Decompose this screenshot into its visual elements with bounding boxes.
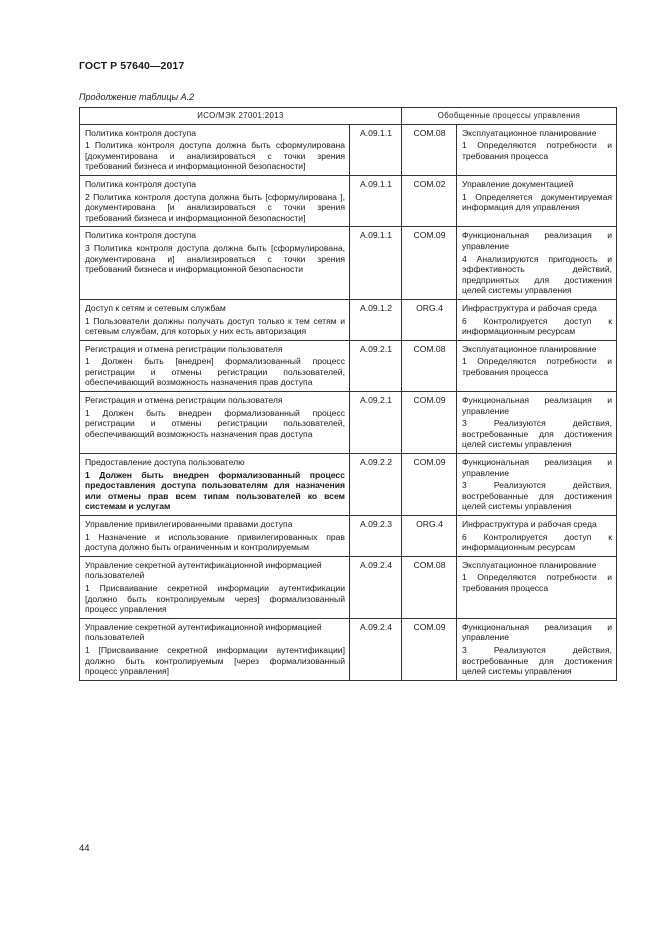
requirement-text: 1 Должен быть [внедрен] формализованный процесс регистрации и отмены регистрации пользователей, обеспечивающий возможность назначения прав доступа — [85, 356, 345, 388]
requirement-cell — [80, 556, 350, 618]
clause-ref: А.09.2.3 — [350, 516, 402, 557]
process-cell — [457, 516, 617, 557]
requirement-text: 1 Присваивание секретной информации аутентификации [должно быть контролируемым через] формализованный процесс управления — [85, 582, 345, 615]
process-description: 6 Контролируется доступ к информационным ресурсам — [462, 531, 613, 553]
process-code: ORG.4 — [402, 516, 457, 557]
process-code: COM.09 — [402, 618, 457, 680]
process-name: Функциональная реализация и управление — [462, 395, 613, 416]
process-name: Эксплуатационное планирование — [462, 559, 597, 570]
requirement-title: Регистрация и отмена регистрации пользователя — [85, 343, 283, 354]
document-header: ГОСТ Р 57640—2017 — [79, 60, 185, 72]
requirement-cell — [80, 299, 350, 340]
process-description: 6 Контролируется доступ к информационным ресурсам — [462, 315, 613, 337]
process-cell — [457, 299, 617, 340]
table-row — [80, 340, 617, 391]
process-cell — [457, 340, 617, 391]
process-name: Эксплуатационное планирование — [462, 127, 597, 138]
requirement-text: 1 Должен быть внедрен формализованный процесс регистрации и отмены регистрации пользователей, обеспечивающий возможность назначения прав доступа — [85, 407, 345, 439]
process-cell — [457, 454, 617, 516]
requirement-title: Политика контроля доступа — [85, 127, 197, 138]
requirement-cell — [80, 392, 350, 454]
process-name: Инфраструктура и рабочая среда — [462, 302, 597, 313]
clause-ref: А.09.2.1 — [350, 392, 402, 454]
process-cell — [457, 175, 617, 226]
process-cell — [457, 556, 617, 618]
requirement-text: 2 Политика контроля доступа должна быть [сформулирована ], документирована [и анализироваться с точки зрения требований бизнеса и информационной безопасности] — [85, 191, 345, 223]
requirement-title: Управление привилегированными правами доступа — [85, 519, 293, 529]
process-name: Функциональная реализация и управление — [462, 621, 613, 643]
process-code: COM.09 — [402, 392, 457, 454]
requirement-cell — [80, 175, 350, 226]
clause-ref: А.09.2.1 — [350, 340, 402, 391]
process-code: COM.08 — [402, 124, 457, 175]
process-name: Функциональная реализация и управление — [462, 230, 613, 251]
requirement-title: Политика контроля доступа — [85, 178, 197, 189]
requirement-text: 1 Назначение и использование привилегированных прав доступа должно быть ограниченным и контролируемым — [85, 531, 345, 553]
table-row — [80, 124, 617, 175]
requirement-title: Предоставление доступа пользователю — [85, 457, 245, 468]
process-cell — [457, 124, 617, 175]
process-description: 1 Определяются потребности и требования процесса — [462, 140, 613, 161]
process-cell — [457, 618, 617, 680]
requirement-title: Политика контроля доступа — [85, 230, 197, 241]
process-name: Функциональная реализация и управление — [462, 457, 613, 478]
requirement-cell — [80, 618, 350, 680]
requirement-text: 1 Пользователи должны получать доступ только к тем сетям и сетевым службам, для которых у них есть авторизация — [85, 315, 345, 337]
table-row — [80, 618, 617, 680]
clause-ref: А.09.2.4 — [350, 618, 402, 680]
header-iso: ИСО/МЭК 27001:2013 — [80, 108, 402, 125]
process-name: Эксплуатационное планирование — [462, 343, 597, 354]
table-row — [80, 299, 617, 340]
requirement-text: 1 Политика контроля доступа должна быть сформулирована [документирована и анализироваться с точки зрения требований бизнеса и информационной безопасности] — [85, 140, 345, 172]
requirement-cell — [80, 454, 350, 516]
requirement-cell — [80, 227, 350, 300]
process-name: Инфраструктура и рабочая среда — [462, 519, 597, 529]
table-caption: Продолжение таблицы А.2 — [79, 92, 195, 102]
requirement-cell — [80, 516, 350, 557]
process-code: COM.08 — [402, 556, 457, 618]
requirement-title: Управление секретной аутентификационной информацией пользователей — [85, 621, 322, 643]
process-description: 4 Анализируются пригодность и эффективность действий, предпринятых для достижения целей системы управления — [462, 253, 613, 296]
table-row — [80, 516, 617, 557]
requirement-text: 1 [Присваивание секретной информации аутентификации] должно быть контролируемым [через формализованный процесс управления] — [85, 644, 345, 677]
requirement-cell — [80, 124, 350, 175]
process-code: COM.09 — [402, 227, 457, 300]
process-description: 1 Определяются потребности и требования процесса — [462, 572, 613, 593]
process-cell — [457, 392, 617, 454]
process-description: 3 Реализуются действия, востребованные для достижения целей системы управления — [462, 418, 613, 450]
requirement-title: Управление секретной аутентификационной информацией пользователей — [85, 559, 322, 581]
process-code: ORG.4 — [402, 299, 457, 340]
table-row — [80, 392, 617, 454]
process-description: 1 Определяется документируемая информация для управления — [462, 191, 613, 213]
clause-ref: А.09.1.1 — [350, 227, 402, 300]
process-cell — [457, 227, 617, 300]
clause-ref: А.09.2.2 — [350, 454, 402, 516]
requirement-title: Регистрация и отмена регистрации пользователя — [85, 395, 283, 406]
table-row — [80, 227, 617, 300]
clause-ref: А.09.1.2 — [350, 299, 402, 340]
process-description: 1 Определяются потребности и требования процесса — [462, 356, 613, 377]
table-body — [80, 124, 617, 680]
header-processes: Обобщенные процессы управления — [402, 108, 617, 125]
clause-ref: А.09.1.1 — [350, 124, 402, 175]
table-row — [80, 556, 617, 618]
process-code: COM.02 — [402, 175, 457, 226]
mapping-table — [79, 107, 617, 681]
process-name: Управление документацией — [462, 178, 574, 189]
requirement-cell — [80, 340, 350, 391]
clause-ref: А.09.1.1 — [350, 175, 402, 226]
process-description: 3 Реализуются действия, востребованные для достижения целей системы управления — [462, 644, 613, 677]
requirement-text: 1 Должен быть внедрен формализованный процесс предоставления доступа пользователям для назначения или отмены прав всем типам пользователей ко всем системам и услугам — [85, 469, 345, 512]
page-number: 44 — [79, 843, 90, 854]
table-row — [80, 175, 617, 226]
process-code: COM.08 — [402, 340, 457, 391]
process-code: COM.09 — [402, 454, 457, 516]
table-row — [80, 454, 617, 516]
requirement-text: 3 Политика контроля доступа должна быть [сформулирована, документирована и] анализироваться с точки зрения требований бизнеса и информационной безопасности — [85, 242, 345, 275]
clause-ref: А.09.2.4 — [350, 556, 402, 618]
table-header-row — [80, 108, 617, 125]
process-description: 3 Реализуются действия, востребованные для достижения целей системы управления — [462, 480, 613, 512]
requirement-title: Доступ к сетям и сетевым службам — [85, 302, 226, 313]
